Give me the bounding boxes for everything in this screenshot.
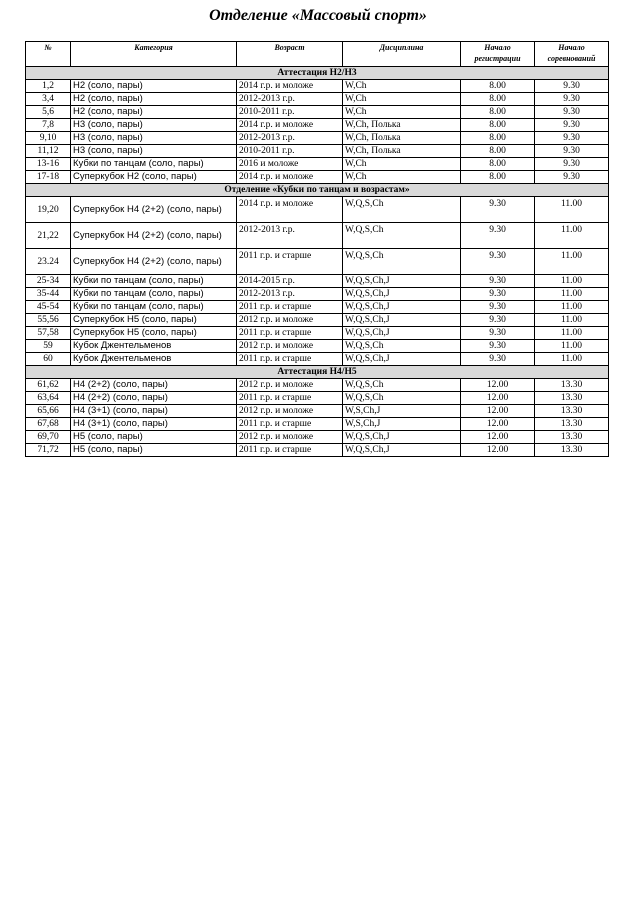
row-registration-start: 8.00: [461, 93, 535, 106]
page-title: Отделение «Массовый спорт»: [209, 7, 427, 24]
row-number: 65,66: [26, 405, 71, 418]
row-registration-start: 12.00: [461, 379, 535, 392]
row-age: 2010-2011 г.р.: [237, 145, 343, 158]
row-competition-start: 13.30: [535, 431, 609, 444]
row-competition-start: 9.30: [535, 158, 609, 171]
row-registration-start: 9.30: [461, 301, 535, 314]
section-header-row: [26, 184, 609, 197]
table-header-row: [26, 42, 609, 67]
row-competition-start: 9.30: [535, 145, 609, 158]
row-discipline: W,Q,S,Ch: [343, 249, 461, 275]
table-row: [26, 392, 609, 405]
row-discipline: W,Q,S,Ch: [343, 223, 461, 249]
row-age: 2011 г.р. и старше: [237, 327, 343, 340]
row-number: 7,8: [26, 119, 71, 132]
row-registration-start: 8.00: [461, 119, 535, 132]
row-competition-start: 9.30: [535, 106, 609, 119]
row-competition-start: 11.00: [535, 275, 609, 288]
row-number: 25-34: [26, 275, 71, 288]
row-number: 55,56: [26, 314, 71, 327]
row-competition-start: 9.30: [535, 171, 609, 184]
row-competition-start: 11.00: [535, 301, 609, 314]
row-age: 2012-2013 г.р.: [237, 288, 343, 301]
header-num: №: [26, 42, 71, 67]
row-category: Суперкубок Н4 (2+2) (соло, пары): [71, 249, 237, 275]
row-category: Кубки по танцам (соло, пары): [71, 288, 237, 301]
row-competition-start: 9.30: [535, 119, 609, 132]
table-row: [26, 288, 609, 301]
table-row: [26, 223, 609, 249]
row-category: Н2 (соло, пары): [71, 80, 237, 93]
table-row: [26, 314, 609, 327]
row-competition-start: 13.30: [535, 392, 609, 405]
table-row: [26, 93, 609, 106]
row-registration-start: 12.00: [461, 405, 535, 418]
schedule-table: [25, 41, 609, 457]
row-registration-start: 9.30: [461, 197, 535, 223]
row-category: Н2 (соло, пары): [71, 93, 237, 106]
table-row: [26, 119, 609, 132]
row-discipline: W,Ch, Полька: [343, 145, 461, 158]
row-registration-start: 8.00: [461, 80, 535, 93]
row-registration-start: 8.00: [461, 145, 535, 158]
row-category: Суперкубок Н4 (2+2) (соло, пары): [71, 223, 237, 249]
row-competition-start: 13.30: [535, 405, 609, 418]
row-discipline: W,Q,S,Ch,J: [343, 327, 461, 340]
row-competition-start: 13.30: [535, 444, 609, 457]
row-category: Кубок Джентельменов: [71, 353, 237, 366]
row-discipline: W,Q,S,Ch: [343, 392, 461, 405]
table-row: [26, 327, 609, 340]
row-category: Кубки по танцам (соло, пары): [71, 275, 237, 288]
row-age: 2012 г.р. и моложе: [237, 340, 343, 353]
row-category: Кубки по танцам (соло, пары): [71, 158, 237, 171]
header-category: Категория: [71, 42, 237, 67]
row-category: Суперкубок Н4 (2+2) (соло, пары): [71, 197, 237, 223]
row-age: 2012 г.р. и моложе: [237, 379, 343, 392]
row-age: 2014 г.р. и моложе: [237, 197, 343, 223]
table-row: [26, 340, 609, 353]
row-competition-start: 11.00: [535, 327, 609, 340]
table-row: [26, 405, 609, 418]
row-competition-start: 11.00: [535, 223, 609, 249]
row-registration-start: 12.00: [461, 418, 535, 431]
table-row: [26, 418, 609, 431]
header-age: Возраст: [237, 42, 343, 67]
row-competition-start: 9.30: [535, 93, 609, 106]
row-category: Н3 (соло, пары): [71, 119, 237, 132]
row-number: 35-44: [26, 288, 71, 301]
row-competition-start: 11.00: [535, 353, 609, 366]
table-row: [26, 80, 609, 93]
row-number: 61,62: [26, 379, 71, 392]
row-number: 69,70: [26, 431, 71, 444]
table-row: [26, 379, 609, 392]
row-discipline: W,Q,S,Ch,J: [343, 314, 461, 327]
row-category: Кубки по танцам (соло, пары): [71, 301, 237, 314]
row-competition-start: 9.30: [535, 132, 609, 145]
row-competition-start: 11.00: [535, 197, 609, 223]
row-number: 1,2: [26, 80, 71, 93]
row-age: 2012 г.р. и моложе: [237, 405, 343, 418]
row-competition-start: 11.00: [535, 314, 609, 327]
row-registration-start: 8.00: [461, 158, 535, 171]
row-number: 21,22: [26, 223, 71, 249]
row-number: 9,10: [26, 132, 71, 145]
row-number: 57,58: [26, 327, 71, 340]
row-registration-start: 12.00: [461, 444, 535, 457]
header-competition-start: Начало соревнований: [535, 42, 609, 67]
row-number: 67,68: [26, 418, 71, 431]
row-discipline: W,Ch: [343, 171, 461, 184]
row-competition-start: 11.00: [535, 249, 609, 275]
row-discipline: W,Q,S,Ch,J: [343, 288, 461, 301]
row-registration-start: 9.30: [461, 327, 535, 340]
table-row: [26, 106, 609, 119]
row-category: Н4 (2+2) (соло, пары): [71, 379, 237, 392]
row-discipline: W,Q,S,Ch: [343, 340, 461, 353]
row-discipline: W,Q,S,Ch,J: [343, 431, 461, 444]
row-registration-start: 8.00: [461, 132, 535, 145]
row-age: 2012-2013 г.р.: [237, 93, 343, 106]
row-age: 2011 г.р. и старше: [237, 418, 343, 431]
row-age: 2014-2015 г.р.: [237, 275, 343, 288]
row-age: 2012 г.р. и моложе: [237, 431, 343, 444]
row-category: Н4 (3+1) (соло, пары): [71, 418, 237, 431]
row-discipline: W,Ch, Полька: [343, 132, 461, 145]
row-competition-start: 11.00: [535, 340, 609, 353]
section-header-row: [26, 366, 609, 379]
row-category: Н2 (соло, пары): [71, 106, 237, 119]
row-number: 63,64: [26, 392, 71, 405]
section-title: Отделение «Кубки по танцам и возрастам»: [26, 184, 609, 197]
row-discipline: W,S,Ch,J: [343, 418, 461, 431]
schedule-body: [26, 67, 609, 457]
row-category: Н5 (соло, пары): [71, 444, 237, 457]
row-category: Н5 (соло, пары): [71, 431, 237, 444]
row-age: 2011 г.р. и старше: [237, 392, 343, 405]
row-age: 2012-2013 г.р.: [237, 132, 343, 145]
row-number: 45-54: [26, 301, 71, 314]
table-row: [26, 171, 609, 184]
row-discipline: W,Ch: [343, 93, 461, 106]
table-row: [26, 301, 609, 314]
table-row: [26, 431, 609, 444]
row-age: 2011 г.р. и старше: [237, 444, 343, 457]
row-registration-start: 9.30: [461, 223, 535, 249]
row-discipline: W,Q,S,Ch,J: [343, 275, 461, 288]
row-number: 11,12: [26, 145, 71, 158]
row-registration-start: 9.30: [461, 340, 535, 353]
row-category: Суперкубок Н5 (соло, пары): [71, 327, 237, 340]
row-category: Кубок Джентельменов: [71, 340, 237, 353]
row-registration-start: 12.00: [461, 431, 535, 444]
row-number: 60: [26, 353, 71, 366]
row-registration-start: 8.00: [461, 106, 535, 119]
table-row: [26, 353, 609, 366]
row-age: 2012-2013 г.р.: [237, 223, 343, 249]
row-age: 2011 г.р. и старше: [237, 249, 343, 275]
row-age: 2011 г.р. и старше: [237, 353, 343, 366]
row-competition-start: 9.30: [535, 80, 609, 93]
row-number: 17-18: [26, 171, 71, 184]
header-discipline: Дисциплина: [343, 42, 461, 67]
row-number: 59: [26, 340, 71, 353]
row-age: 2014 г.р. и моложе: [237, 171, 343, 184]
row-age: 2011 г.р. и старше: [237, 301, 343, 314]
header-registration-start: Начало регистрации: [461, 42, 535, 67]
row-discipline: W,Q,S,Ch,J: [343, 301, 461, 314]
row-category: Суперкубок Н5 (соло, пары): [71, 314, 237, 327]
row-discipline: W,Ch: [343, 106, 461, 119]
row-discipline: W,Q,S,Ch,J: [343, 353, 461, 366]
row-discipline: W,Ch, Полька: [343, 119, 461, 132]
row-category: Суперкубок Н2 (соло, пары): [71, 171, 237, 184]
row-registration-start: 9.30: [461, 275, 535, 288]
table-row: [26, 132, 609, 145]
section-title: Аттестация Н4/Н5: [26, 366, 609, 379]
row-registration-start: 12.00: [461, 392, 535, 405]
row-category: Н4 (3+1) (соло, пары): [71, 405, 237, 418]
row-age: 2016 и моложе: [237, 158, 343, 171]
row-discipline: W,S,Ch,J: [343, 405, 461, 418]
section-header-row: [26, 67, 609, 80]
row-number: 71,72: [26, 444, 71, 457]
table-row: [26, 249, 609, 275]
row-number: 19,20: [26, 197, 71, 223]
row-registration-start: 9.30: [461, 314, 535, 327]
row-registration-start: 9.30: [461, 353, 535, 366]
row-number: 13-16: [26, 158, 71, 171]
row-age: 2014 г.р. и моложе: [237, 80, 343, 93]
row-category: Н3 (соло, пары): [71, 145, 237, 158]
row-discipline: W,Q,S,Ch: [343, 197, 461, 223]
row-registration-start: 8.00: [461, 171, 535, 184]
row-number: 3,4: [26, 93, 71, 106]
table-row: [26, 197, 609, 223]
row-registration-start: 9.30: [461, 249, 535, 275]
row-age: 2010-2011 г.р.: [237, 106, 343, 119]
row-discipline: W,Q,S,Ch: [343, 379, 461, 392]
section-title: Аттестация Н2/Н3: [26, 67, 609, 80]
table-row: [26, 145, 609, 158]
row-discipline: W,Q,S,Ch,J: [343, 444, 461, 457]
table-row: [26, 444, 609, 457]
row-age: 2014 г.р. и моложе: [237, 119, 343, 132]
table-row: [26, 275, 609, 288]
row-age: 2012 г.р. и моложе: [237, 314, 343, 327]
row-discipline: W,Ch: [343, 158, 461, 171]
row-category: Н3 (соло, пары): [71, 132, 237, 145]
row-number: 5,6: [26, 106, 71, 119]
row-competition-start: 13.30: [535, 418, 609, 431]
row-number: 23.24: [26, 249, 71, 275]
row-discipline: W,Ch: [343, 80, 461, 93]
row-competition-start: 11.00: [535, 288, 609, 301]
row-category: Н4 (2+2) (соло, пары): [71, 392, 237, 405]
table-row: [26, 158, 609, 171]
row-registration-start: 9.30: [461, 288, 535, 301]
row-competition-start: 13.30: [535, 379, 609, 392]
